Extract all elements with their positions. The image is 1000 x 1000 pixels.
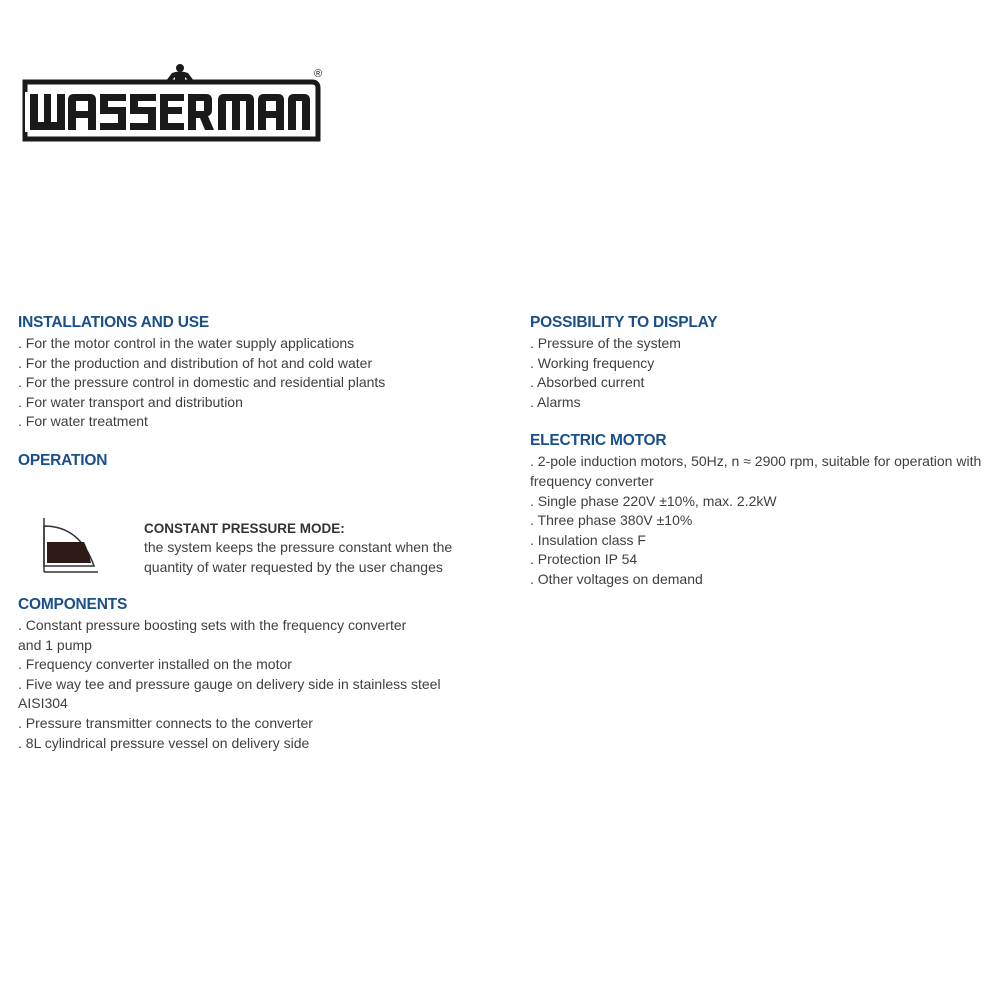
left-column (18, 312, 488, 771)
components-item: . Pressure transmitter connects to the converter (18, 714, 313, 731)
motor-item: . Three phase 380V ±10% (530, 512, 693, 529)
motor-heading: ELECTRIC MOTOR (530, 432, 667, 450)
installations-item: . For water treatment (18, 413, 148, 430)
display-item: . Pressure of the system (530, 335, 681, 351)
display-heading: POSSIBILITY TO DISPLAY (530, 314, 718, 331)
mode-description: quantity of water requested by the user changes (144, 558, 443, 575)
installations-item: . For the motor control in the water supply applications (18, 335, 355, 351)
components-item: and 1 pump (18, 636, 92, 653)
display-item: . Working frequency (530, 354, 655, 371)
components-item: . Frequency converter installed on the motor (18, 656, 292, 673)
installations-section (18, 312, 488, 432)
components-section (18, 594, 488, 753)
mode-description: the system keeps the pressure constant when the (144, 538, 453, 555)
constant-pressure-mode (18, 482, 488, 575)
installations-item: . For the production and distribution of hot and cold water (18, 354, 373, 371)
right-column (530, 312, 1000, 608)
components-item: AISI304 (18, 695, 68, 712)
motor-item: . Insulation class F (530, 531, 646, 548)
motor-item: . Other voltages on demand (530, 570, 703, 587)
components-item: . Constant pressure boosting sets with the frequency converter (18, 616, 407, 633)
display-section (530, 312, 1000, 412)
mode-title: CONSTANT PRESSURE MODE: (144, 520, 345, 536)
operation-heading: OPERATION (18, 451, 108, 469)
operation-section (18, 450, 488, 575)
brand-logo (22, 62, 332, 144)
motor-item: . Single phase 220V ±10%, max. 2.2kW (530, 492, 777, 509)
motor-section (530, 430, 1000, 589)
installations-item: . For water transport and distribution (18, 393, 243, 410)
motor-item: . Protection IP 54 (530, 551, 638, 568)
installations-heading: INSTALLATIONS AND USE (18, 314, 209, 331)
registered-mark: ® (314, 68, 323, 80)
motor-item: . 2-pole induction motors, 50Hz, n ≈ 2900 rpm, suitable for operation with (530, 453, 982, 470)
components-item: . Five way tee and pressure gauge on delivery side in stainless steel (18, 675, 441, 692)
display-item: . Absorbed current (530, 374, 645, 391)
installations-item: . For the pressure control in domestic and residential plants (18, 374, 386, 391)
pressure-curve-icon (40, 514, 100, 576)
motor-item: frequency converter (530, 472, 654, 489)
components-heading: COMPONENTS (18, 595, 128, 613)
display-item: . Alarms (530, 393, 581, 410)
wassermann-logo-graphic (22, 62, 332, 144)
components-item: . 8L cylindrical pressure vessel on delivery side (18, 734, 310, 751)
